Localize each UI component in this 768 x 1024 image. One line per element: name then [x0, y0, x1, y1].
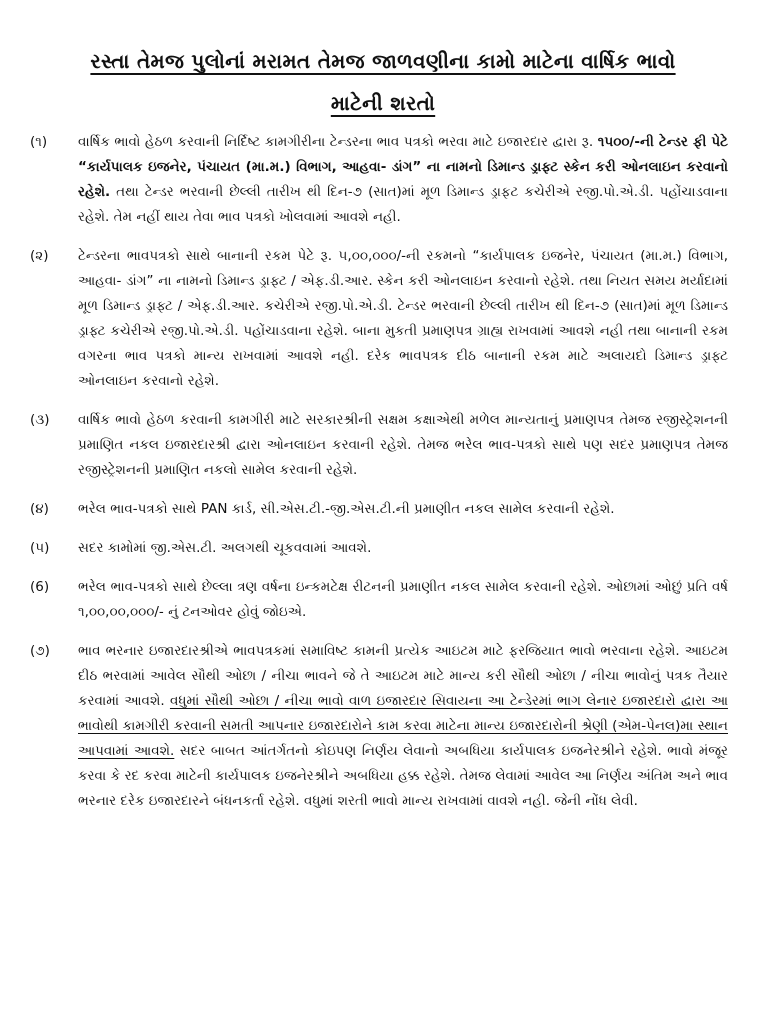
- condition-6: [30, 575, 728, 625]
- condition-text: ભરેલ ભાવ-પત્રકો સાથે છેલ્લા ત્રણ વર્ષના ઇન્કમટેક્ષ રીટનની પ્રમાણીત નકલ સામેલ કરવાની રહેશે. ઓછામાં ઓછું પ્રતિ વર્ષ ૧,૦૦,૦૦,૦૦૦/- નું ટનઓવર હોવું જોઇએ.: [78, 579, 728, 620]
- condition-number: (૭): [30, 643, 50, 659]
- condition-number: (6): [30, 579, 50, 595]
- condition-text: વાર્ષિક ભાવો હેઠળ કરવાની નિર્દિષ્ટ કામગીરીના ટેન્ડરના ભાવ પત્રકો ભરવા માટે ઇજારદાર દ્વારા રૂ.: [78, 134, 594, 150]
- condition-number: (૪): [30, 501, 49, 517]
- condition-number: (૫): [30, 540, 50, 556]
- condition-4: [30, 497, 728, 522]
- title-line-2: માટેની શરતો: [330, 91, 436, 115]
- condition-text: તથા ટેન્ડર ભરવાની છેલ્લી તારીખ થી દિન-૭ (સાત)માં મૂળ ડિમાન્ડ ડ્રાફટ કચેરીએ રજી.પો.એ.ડી. પહોંચાડવાના રહેશે. તેમ નહીં થાય તેવા ભાવ પત્રકો ખોલવામાં આવશે નહી.: [78, 184, 728, 225]
- condition-text: સદર કામોમાં જી.એસ.ટી. અલગથી ચૂકવવામાં આવશે.: [78, 540, 372, 556]
- title-line-1: રસ્તા તેમજ પુલોનાં મરામત તેમજ જાળવણીના કામો માટેના વાર્ષિક ભાવો: [90, 49, 676, 73]
- condition-3: [30, 408, 728, 483]
- condition-number: (૩): [30, 412, 50, 428]
- condition-number: (૧): [30, 134, 48, 150]
- condition-7: [30, 639, 729, 814]
- document-title: [38, 40, 728, 124]
- condition-5: [30, 536, 728, 561]
- condition-number: (૨): [30, 248, 49, 264]
- condition-text: ભાવ ભરનાર ઇજારદારશ્રીએ ભાવપત્રકમાં સમાવિષ્ટ કામની પ્રત્યેક આઇટમ માટે ફરજિયાત ભાવો ભરવાના રહેશે. આઇટમ દીઠ ભરવામાં આવેલ સૌથી ઓછા / નીચા ભાવને જે તે આઇટમ માટે માન્ય કરી સૌથી ઓછા / નીચા ભાવોનું પત્રક તૈયાર કરવામાં આવશે.: [78, 643, 728, 709]
- condition-underlined-text: વધુમાં સૌથી ઓછા / નીચા ભાવો વાળ ઇજારદાર સિવાયના આ ટેન્ડેરમાં ભાગ લેનાર ઇજારદારો દ્વારા આ ભાવોથી કામગીરી કરવાની સમતી આપનાર ઇજારદારોને કામ કરવા માટેના માન્ય ઇજારદારોની શ્રેણી (એમ-પેનલ)મા સ્થાન આપવામાં આવશે.: [78, 693, 729, 759]
- condition-1: [30, 130, 729, 230]
- condition-text: ભરેલ ભાવ-પત્રકો સાથે PAN કાર્ડ, સી.એસ.ટી.-જી.એસ.ટી.ની પ્રમાણીત નકલ સામેલ કરવાની રહેશે.: [78, 501, 615, 517]
- condition-text: ટેન્ડરના ભાવપત્રકો સાથે બાનાની રકમ પેટે રૂ. ૫,૦૦,૦૦૦/-ની રકમનો “કાર્યપાલક ઇજનેર, પંચાયત (મા.મ.) વિભાગ, આહવા- ડાંગ” ના નામનો ડિમાન્ડ ડ્રાફ્ટ / એફ.ડી.આર. સ્કેન કરી ઓનલાઇન કરવાનો રહેશે. તથા નિયત સમય મર્યાદામાં મૂળ ડિમાન્ડ ડ્રાફ્ટ / એફ.ડી.આર. કચેરીએ રજી.પો.એ.ડી. ટેન્ડર ભરવાની છેલ્લી તારીખ થી દિન-૭ (સાત)માં મૂળ ડિમાન્ડ ડ્રાફ્ટ કચેરીએ રજી.પો.એ.ડી. પહોંચાડવાના રહેશે. બાના મુકતી પ્રમાણપત્ર ગ્રાહ્ય રાખવામાં આવશે નહી તથા બાનાની રકમ વગરના ભાવ પત્રકો માન્ય રાખવામાં આવશે નહી. દરેક ભાવપત્રક દીઠ બાનાની રકમ માટે અલાયદો ડિમાન્ડ ડ્રાફ્ટ ઓનલાઇન કરવાનો રહેશે.: [78, 248, 728, 389]
- conditions-list: [30, 130, 729, 814]
- condition-text: વાર્ષિક ભાવો હેઠળ કરવાની કામગીરી માટે સરકારશ્રીની સક્ષમ કક્ષાએથી મળેલ માન્યતાનું પ્રમાણપત્ર તેમજ રજીસ્ટ્રેશનની પ્રમાણિત નકલ ઇજારદારશ્રી દ્વારા ઓનલાઇન કરવાની રહેશે. તેમજ ભરેલ ભાવ-પત્રકો સાથે પણ સદર પ્રમાણપત્ર તેમજ રજીસ્ટ્રેશનની પ્રમાણિત નકલો સામેલ કરવાની રહેશે.: [78, 412, 728, 478]
- condition-2: [30, 244, 728, 394]
- condition-bold-text: ૧૫૦૦/-ની ટેન્ડર ફી પેટે “કાર્યપાલક ઇજનેર, પંચાયત (મા.મ.) વિભાગ, આહવા- ડાંગ” ના નામનો ડિમાન્ડ ડ્રાફ્ટ સ્કેન કરી ઓનલાઇન કરવાનો રહેશે.: [78, 134, 729, 200]
- condition-text: સદર બાબત આંતર્ગતનો કોઇપણ નિર્ણય લેવાનો અબધિયા કાર્યપાલક ઇજનેરશ્રીને રહેશે. ભાવો મંજૂર કરવા કે રદ કરવા માટેની કાર્યપાલક ઇજનેરશ્રીને અબધિયા હક્ક રહેશે. તેમજ લેવામાં આવેલ આ નિર્ણય અંતિમ અને ભાવ ભરનાર દરેક ઇજારદારને બંધનકર્તા રહેશે. વધુમાં શરતી ભાવો માન્ય રાખવામાં વાવશે નહી. જેની નોંધ લેવી.: [78, 743, 728, 809]
